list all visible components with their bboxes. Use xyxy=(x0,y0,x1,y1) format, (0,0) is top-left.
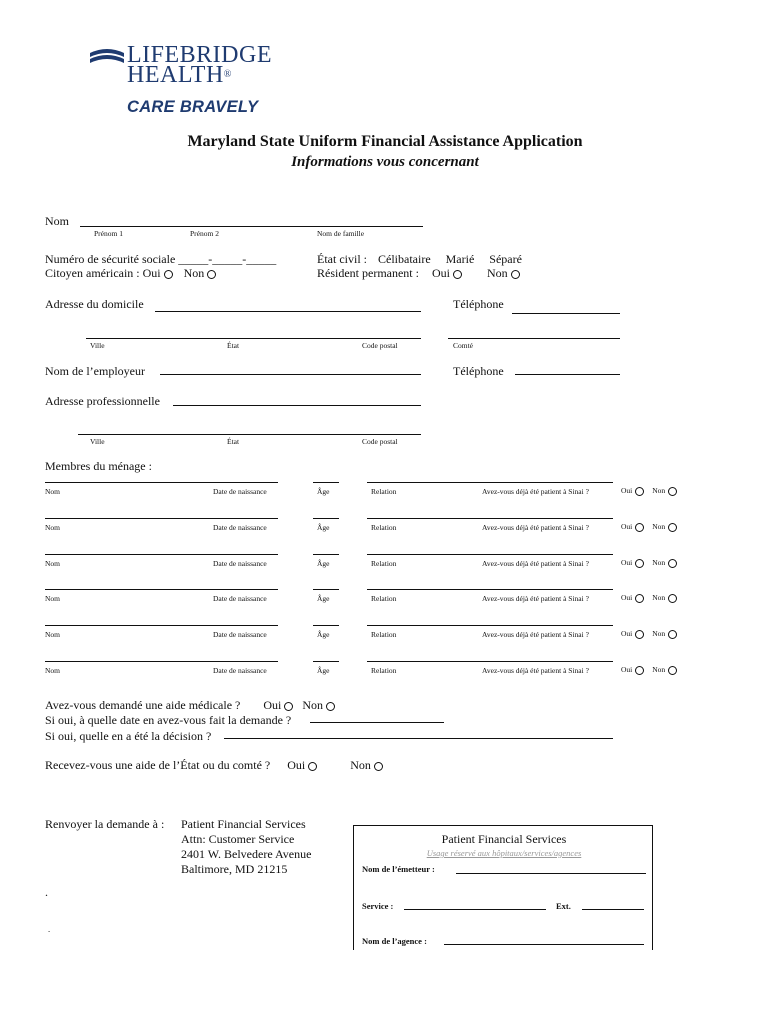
employer-phone-field[interactable] xyxy=(515,374,620,375)
issuer-field[interactable] xyxy=(456,873,646,874)
household-name-caption: Nom xyxy=(45,523,60,532)
household-no-radio[interactable] xyxy=(668,594,677,603)
household-relation-field[interactable] xyxy=(367,589,613,590)
household-age-caption: Âge xyxy=(317,630,330,639)
household-patient-question: Avez-vous déjà été patient à Sinai ? xyxy=(482,630,589,639)
logo-line1: LIFEBRIDGE xyxy=(127,42,272,68)
agency-label: Nom de l’agence : xyxy=(362,936,427,946)
household-patient-question: Avez-vous déjà été patient à Sinai ? xyxy=(482,559,589,568)
citizen-yes-radio[interactable] xyxy=(164,270,173,279)
service-field[interactable] xyxy=(404,909,546,910)
household-relation-field[interactable] xyxy=(367,518,613,519)
household-yes-radio[interactable] xyxy=(635,487,644,496)
household-relation-caption: Relation xyxy=(371,630,397,639)
marital-married[interactable]: Marié xyxy=(445,252,475,266)
page-title: Maryland State Uniform Financial Assistance Application xyxy=(187,133,583,150)
ext-label: Ext. xyxy=(556,901,571,911)
household-dob-caption: Date de naissance xyxy=(213,666,267,675)
household-patient-answer xyxy=(621,522,677,532)
home-county-caption: Comté xyxy=(453,341,473,350)
household-dob-field[interactable] xyxy=(213,554,278,555)
home-city-caption: Ville xyxy=(90,341,105,350)
return-line4: Baltimore, MD 21215 xyxy=(181,862,288,876)
household-name-caption: Nom xyxy=(45,487,60,496)
household-yes-radio[interactable] xyxy=(635,594,644,603)
household-label: Membres du ménage : xyxy=(45,459,152,473)
medical-aid-decision-field[interactable] xyxy=(224,738,613,739)
dot-b: . xyxy=(48,924,51,934)
medical-aid-date-field[interactable] xyxy=(310,722,444,723)
household-dob-field[interactable] xyxy=(213,625,278,626)
return-line3: 2401 W. Belvedere Avenue xyxy=(181,847,312,861)
work-address-field[interactable] xyxy=(173,405,421,406)
employer-label: Nom de l’employeur xyxy=(45,364,145,378)
household-age-field[interactable] xyxy=(313,518,339,519)
middle-name-caption: Prénom 2 xyxy=(190,229,219,238)
ext-field[interactable] xyxy=(582,909,644,910)
household-patient-answer xyxy=(621,629,677,639)
agency-field[interactable] xyxy=(444,944,644,945)
household-patient-answer xyxy=(621,558,677,568)
work-zip-caption: Code postal xyxy=(362,437,398,446)
name-field[interactable] xyxy=(80,226,423,227)
home-city-state-zip-field[interactable] xyxy=(86,338,421,339)
household-age-field[interactable] xyxy=(313,589,339,590)
citizen-label: Citoyen américain : xyxy=(45,266,140,280)
first-name-caption: Prénom 1 xyxy=(94,229,123,238)
work-city-state-zip-field[interactable] xyxy=(78,434,421,435)
return-address xyxy=(181,817,311,877)
citizen-no-radio[interactable] xyxy=(207,270,216,279)
home-phone-field[interactable] xyxy=(512,313,620,314)
household-age-field[interactable] xyxy=(313,625,339,626)
logo-tagline: CARE BRAVELY xyxy=(127,98,259,116)
home-state-caption: État xyxy=(227,341,240,350)
household-yes-label: Oui xyxy=(621,522,633,531)
resident-yes-radio[interactable] xyxy=(453,270,462,279)
household-patient-question: Avez-vous déjà été patient à Sinai ? xyxy=(482,523,589,532)
dot-a: . xyxy=(45,885,48,899)
household-no-radio[interactable] xyxy=(668,487,677,496)
household-dob-caption: Date de naissance xyxy=(213,594,267,603)
household-yes-label: Oui xyxy=(621,629,633,638)
home-address-label: Adresse du domicile xyxy=(45,297,144,311)
office-use-box xyxy=(353,825,653,950)
household-patient-question: Avez-vous déjà été patient à Sinai ? xyxy=(482,666,589,675)
medical-aid-yes-label: Oui xyxy=(263,698,282,712)
household-dob-caption: Date de naissance xyxy=(213,630,267,639)
ssn-field[interactable]: Numéro de sécurité sociale _____-_____-_____ xyxy=(45,252,277,266)
state-aid-no-radio[interactable] xyxy=(374,762,383,771)
household-relation-field[interactable] xyxy=(367,661,613,662)
household-name-caption: Nom xyxy=(45,559,60,568)
household-no-label: Non xyxy=(652,629,666,638)
household-name-caption: Nom xyxy=(45,666,60,675)
household-dob-field[interactable] xyxy=(213,482,278,483)
household-yes-radio[interactable] xyxy=(635,630,644,639)
household-no-radio[interactable] xyxy=(668,523,677,532)
home-zip-caption: Code postal xyxy=(362,341,398,350)
resident-yes-label: Oui xyxy=(431,266,450,280)
state-aid-question: Recevez-vous une aide de l’État ou du comté ? xyxy=(45,758,271,772)
resident-label: Résident permanent : xyxy=(317,266,419,280)
home-phone-label: Téléphone xyxy=(453,297,504,311)
household-relation-caption: Relation xyxy=(371,666,397,675)
page-subtitle: Informations vous concernant xyxy=(291,154,479,170)
household-age-caption: Âge xyxy=(317,487,330,496)
marital-label: État civil : xyxy=(317,252,367,266)
household-yes-label: Oui xyxy=(621,665,633,674)
state-aid-yes-radio[interactable] xyxy=(308,762,317,771)
medical-aid-no-label: Non xyxy=(302,698,324,712)
logo-line2: HEALTH xyxy=(127,62,224,88)
household-patient-answer xyxy=(621,593,677,603)
return-label: Renvoyer la demande à : xyxy=(45,817,165,831)
household-no-radio[interactable] xyxy=(668,630,677,639)
medical-aid-decision-question: Si oui, quelle en a été la décision ? xyxy=(45,729,212,743)
household-age-field[interactable] xyxy=(313,661,339,662)
service-label: Service : xyxy=(362,901,394,911)
medical-aid-yes-radio[interactable] xyxy=(284,702,293,711)
home-county-field[interactable] xyxy=(448,338,620,339)
household-age-field[interactable] xyxy=(313,554,339,555)
household-relation-caption: Relation xyxy=(371,559,397,568)
home-address-field[interactable] xyxy=(155,311,421,312)
household-relation-caption: Relation xyxy=(371,594,397,603)
household-age-caption: Âge xyxy=(317,559,330,568)
household-name-caption: Nom xyxy=(45,594,60,603)
household-no-radio[interactable] xyxy=(668,666,677,675)
return-line1: Patient Financial Services xyxy=(181,817,306,831)
work-state-caption: État xyxy=(227,437,240,446)
household-yes-radio[interactable] xyxy=(635,559,644,568)
household-dob-field[interactable] xyxy=(213,589,278,590)
issuer-label: Nom de l’émetteur : xyxy=(362,864,435,874)
household-no-label: Non xyxy=(652,558,666,567)
household-patient-question: Avez-vous déjà été patient à Sinai ? xyxy=(482,594,589,603)
household-dob-caption: Date de naissance xyxy=(213,487,267,496)
household-relation-field[interactable] xyxy=(367,482,613,483)
citizen-no-label: Non xyxy=(183,266,205,280)
household-no-label: Non xyxy=(652,522,666,531)
household-dob-field[interactable] xyxy=(213,661,278,662)
household-yes-label: Oui xyxy=(621,558,633,567)
marital-single[interactable]: Célibataire xyxy=(378,252,431,266)
medical-aid-question: Avez-vous demandé une aide médicale ? xyxy=(45,698,241,712)
return-line2: Attn: Customer Service xyxy=(181,832,295,846)
household-dob-caption: Date de naissance xyxy=(213,523,267,532)
last-name-caption: Nom de famille xyxy=(317,229,365,238)
household-age-caption: Âge xyxy=(317,523,330,532)
logo-bridge-icon xyxy=(90,47,124,67)
household-patient-question: Avez-vous déjà été patient à Sinai ? xyxy=(482,487,589,496)
office-title: Patient Financial Services xyxy=(441,832,567,846)
household-dob-caption: Date de naissance xyxy=(213,559,267,568)
employer-phone-label: Téléphone xyxy=(453,364,504,378)
logo-registered: ® xyxy=(223,69,232,80)
household-relation-field[interactable] xyxy=(367,625,613,626)
marital-separated[interactable]: Séparé xyxy=(489,252,522,266)
household-relation-field[interactable] xyxy=(367,554,613,555)
resident-no-label: Non xyxy=(486,266,508,280)
state-aid-no-label: Non xyxy=(350,758,371,772)
household-name-caption: Nom xyxy=(45,630,60,639)
household-relation-caption: Relation xyxy=(371,523,397,532)
household-no-label: Non xyxy=(652,486,666,495)
office-note: Usage réservé aux hôpitaux/services/agences xyxy=(426,848,582,858)
medical-aid-no-radio[interactable] xyxy=(326,702,335,711)
work-address-label: Adresse professionnelle xyxy=(45,394,160,408)
household-yes-label: Oui xyxy=(621,486,633,495)
name-label: Nom xyxy=(45,214,69,228)
medical-aid-date-question: Si oui, à quelle date en avez-vous fait la demande ? xyxy=(45,713,292,727)
employer-field[interactable] xyxy=(160,374,421,375)
household-yes-label: Oui xyxy=(621,593,633,602)
household-no-label: Non xyxy=(652,593,666,602)
resident-no-radio[interactable] xyxy=(511,270,520,279)
work-city-caption: Ville xyxy=(90,437,105,446)
household-yes-radio[interactable] xyxy=(635,666,644,675)
household-age-field[interactable] xyxy=(313,482,339,483)
household-dob-field[interactable] xyxy=(213,518,278,519)
household-no-label: Non xyxy=(652,665,666,674)
household-age-caption: Âge xyxy=(317,594,330,603)
household-yes-radio[interactable] xyxy=(635,523,644,532)
household-patient-answer xyxy=(621,486,677,496)
household-relation-caption: Relation xyxy=(371,487,397,496)
citizen-yes-label: Oui xyxy=(142,266,161,280)
state-aid-yes-label: Oui xyxy=(287,758,306,772)
household-no-radio[interactable] xyxy=(668,559,677,568)
household-patient-answer xyxy=(621,665,677,675)
household-age-caption: Âge xyxy=(317,666,330,675)
logo xyxy=(90,44,275,119)
